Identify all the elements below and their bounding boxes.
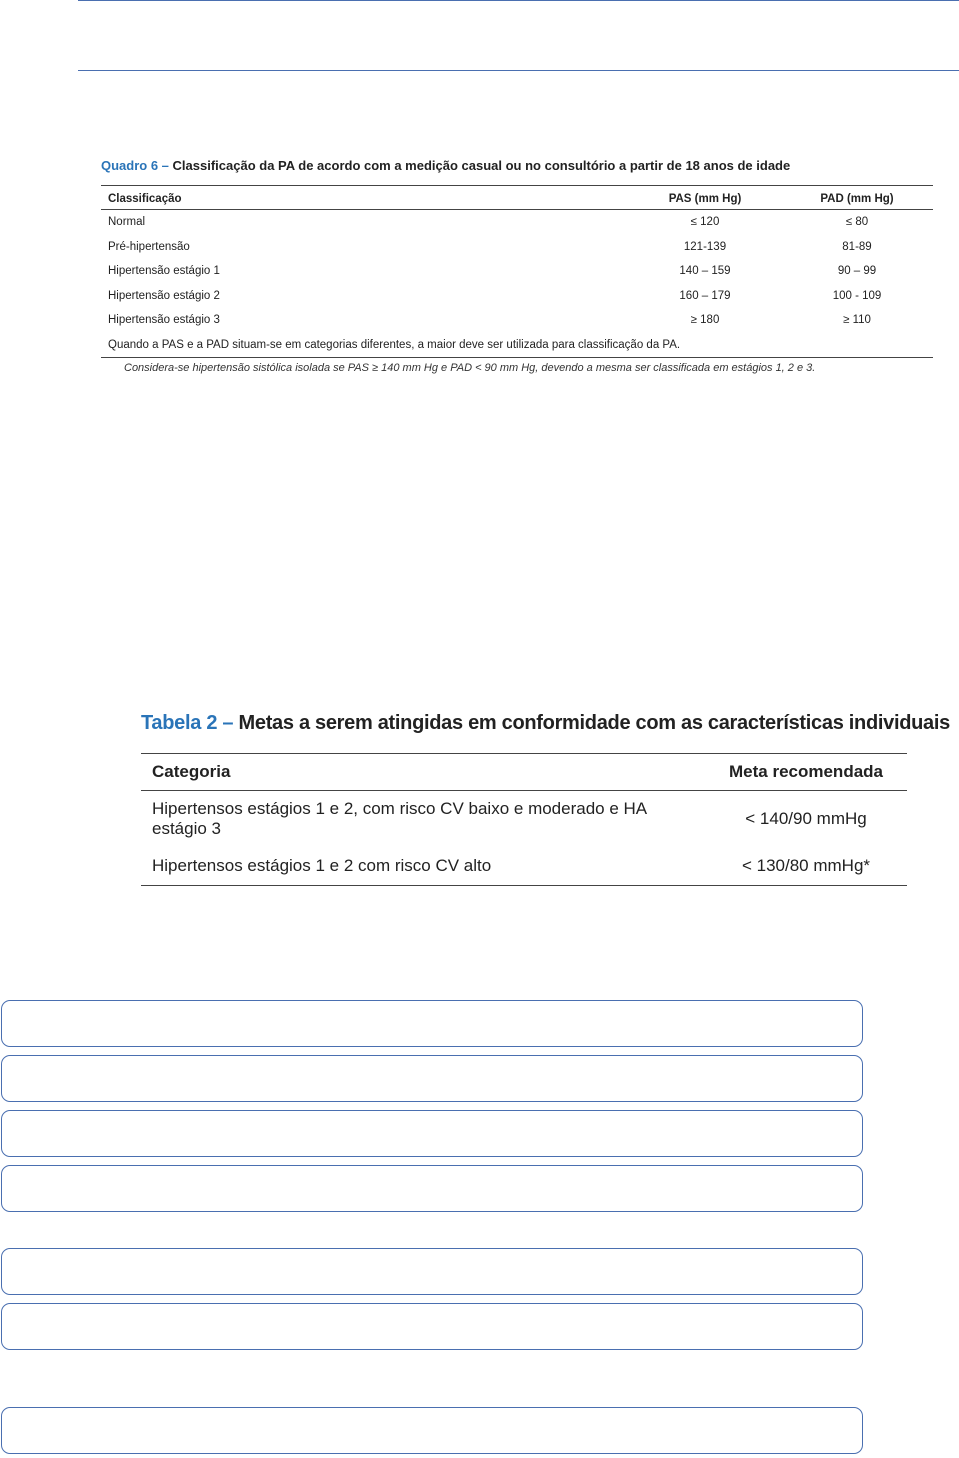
table-cell: Pré-hipertensão	[108, 240, 190, 253]
answer-box[interactable]	[1, 1000, 863, 1047]
table-cell: ≤ 120	[690, 216, 720, 229]
table-header-row	[141, 754, 907, 791]
table-row	[141, 847, 907, 886]
header-rule	[78, 70, 959, 71]
column-header: PAD (mm Hg)	[781, 186, 933, 210]
table-row	[141, 791, 907, 848]
column-header: Categoria	[141, 754, 705, 791]
table-cell: ≥ 110	[843, 314, 871, 327]
answer-box[interactable]	[1, 1407, 863, 1454]
answer-box[interactable]	[1, 1055, 863, 1102]
table-cell: 81-89	[842, 240, 872, 253]
tabela-2-label: Tabela 2 –	[141, 712, 234, 734]
quadro-6-title-text: Classificação da PA de acordo com a medição casual ou no consultório a partir de 18 anos de idade	[168, 158, 791, 173]
table-row	[101, 235, 933, 260]
table-cell: ≤ 80	[845, 216, 869, 229]
table-cell: 121-139	[683, 240, 727, 253]
table-cell: < 130/80 mmHg*	[705, 847, 907, 886]
table-cell: < 140/90 mmHg	[745, 809, 867, 828]
quadro-6-footnote: Considera-se hipertensão sistólica isolada se PAS ≥ 140 mm Hg e PAD < 90 mm Hg, devendo a mesma ser classificada em estágios 1, 2 e 3.	[124, 362, 816, 374]
table-cell: Hipertensão estágio 1	[108, 265, 220, 278]
table-rule-row	[101, 333, 933, 358]
quadro-6-title	[101, 158, 933, 173]
table-cell: 90 – 99	[837, 265, 877, 278]
classification-table	[101, 185, 933, 358]
table-cell: 100 - 109	[832, 289, 882, 302]
table-cell: Hipertensão estágio 3	[108, 314, 220, 327]
goals-table	[141, 753, 907, 886]
column-header: Meta recomendada	[705, 754, 907, 791]
table-row	[101, 259, 933, 284]
table-header-row	[101, 186, 933, 210]
tabela-2	[141, 712, 950, 886]
tabela-2-title-text: Metas a serem atingidas em conformidade com as características individuais	[233, 712, 950, 734]
table-cell: Hipertensos estágios 1 e 2 com risco CV alto	[141, 847, 705, 886]
answer-box[interactable]	[1, 1165, 863, 1212]
answer-box[interactable]	[1, 1303, 863, 1350]
table-cell: 160 – 179	[679, 289, 731, 302]
table-cell: ≥ 180	[690, 314, 720, 327]
table-cell: 140 – 159	[679, 265, 731, 278]
column-header: PAS (mm Hg)	[629, 186, 781, 210]
table-cell: Hipertensão estágio 2	[108, 289, 220, 302]
table-cell: Normal	[108, 216, 146, 229]
top-rule	[78, 0, 959, 1]
table-cell: Hipertensos estágios 1 e 2, com risco CV baixo e moderado e HA estágio 3	[152, 799, 647, 838]
answer-box[interactable]	[1, 1248, 863, 1295]
classification-rule: Quando a PAS e a PAD situam-se em categorias diferentes, a maior deve ser utilizada para classificação da PA.	[101, 333, 933, 358]
table-row	[101, 308, 933, 333]
table-row	[101, 210, 933, 235]
quadro-6-label: Quadro 6 –	[101, 158, 169, 173]
column-header: Classificação	[101, 186, 629, 210]
quadro-6	[101, 158, 933, 374]
tabela-2-title	[141, 712, 950, 735]
table-row	[101, 284, 933, 309]
answer-box[interactable]	[1, 1110, 863, 1157]
